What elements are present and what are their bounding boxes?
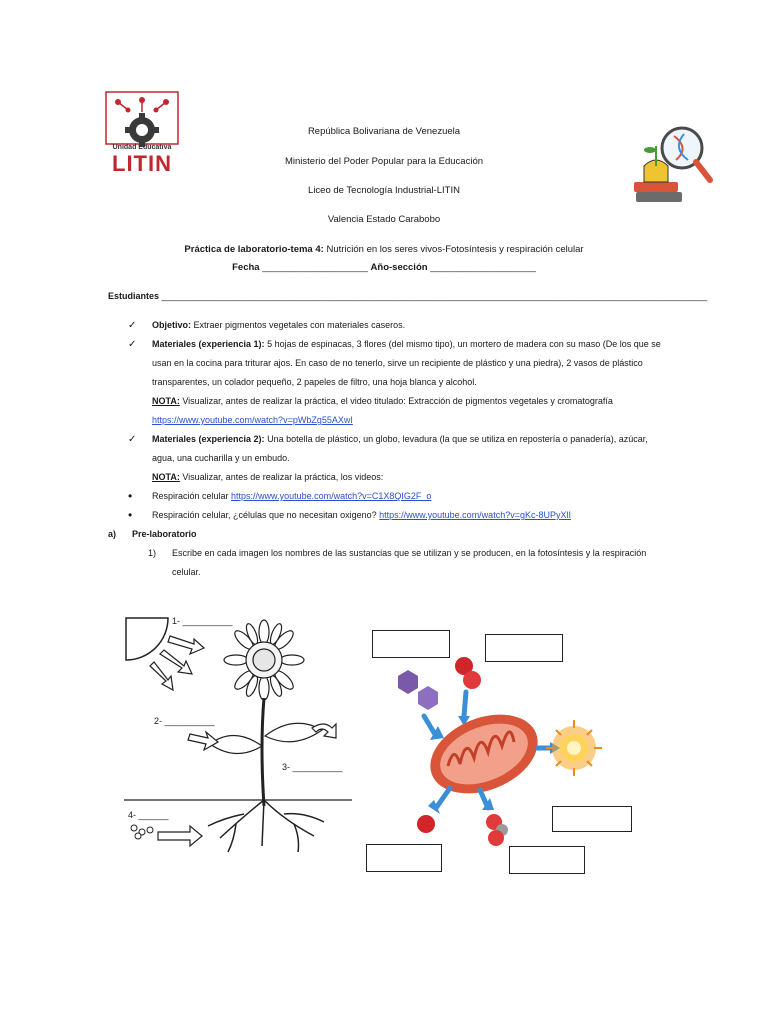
plant-label-3[interactable]: 3- __________ — [282, 762, 343, 772]
video-bullet-1-text: Respiración celular — [152, 491, 232, 501]
mitochondria-icon — [419, 700, 550, 809]
photosynthesis-diagram — [124, 606, 352, 874]
respiration-label-box-4[interactable] — [366, 844, 442, 872]
check-icon: ✓ — [128, 320, 137, 331]
practice-title — [0, 244, 768, 255]
materiales-1-line-3: transparentes, un colador pequeño, 2 papeles de filtro, una hoja blanca y alcohol. — [152, 377, 477, 387]
bullet-icon: • — [128, 508, 133, 522]
nota-1-link-row — [128, 411, 668, 430]
header-line-4: Valencia Estado Carabobo — [327, 214, 441, 225]
fecha-field[interactable]: ____________________ — [259, 262, 371, 273]
question-1-line-1: Escribe en cada imagen los nombres de las sustancias que se utilizan y se producen, en la fotosíntesis y la respiración — [172, 548, 647, 558]
question-1-marker: 1) — [148, 548, 157, 558]
materiales-1-label: Materiales (experiencia 1): — [152, 339, 265, 349]
bullet-icon: • — [128, 489, 133, 503]
nota-2 — [128, 468, 668, 487]
objetivo-label: Objetivo: — [152, 320, 192, 330]
materiales-1-text: 5 hojas de espinacas, 3 flores (del mismo tipo), un mortero de madera con su maso (De los que se — [264, 339, 661, 349]
plant-illustration — [124, 606, 352, 874]
instructions-block — [108, 316, 668, 582]
header-line-1: República Bolivariana de Venezuela — [307, 126, 461, 137]
plant-label-1[interactable]: 1- __________ — [172, 616, 233, 626]
section-a-title: Pre-laboratorio — [132, 529, 197, 539]
plant-label-4[interactable]: 4- ______ — [128, 810, 169, 820]
respiration-label-box-2[interactable] — [485, 634, 563, 662]
nota-2-text: Visualizar, antes de realizar la práctica, los videos: — [179, 472, 384, 482]
plant-label-2[interactable]: 2- __________ — [154, 716, 215, 726]
video-bullet-1 — [128, 487, 668, 506]
respiration-label-box-3[interactable] — [552, 806, 632, 832]
header-line-3: Liceo de Tecnología Industrial-LITIN — [308, 185, 460, 196]
header-line-2: Ministerio del Poder Popular para la Educación — [284, 156, 484, 167]
nota-1-text: Visualizar, antes de realizar la práctica, el video titulado: Extracción de pigmentos vegetales y cromatografía — [179, 396, 613, 406]
nota-1 — [128, 392, 668, 411]
video-bullet-2-text: Respiración celular, ¿células que no necesitan oxigeno? — [152, 510, 380, 520]
video-link-pigmentos[interactable]: https://www.youtube.com/watch?v=pWbZg55AXwI — [152, 415, 353, 425]
question-1-line-2: celular. — [172, 567, 201, 577]
question-1 — [128, 544, 668, 563]
energy-burst-icon — [546, 720, 602, 776]
objetivo-item — [128, 316, 668, 335]
respiration-label-box-5[interactable] — [509, 846, 585, 874]
materiales-2-label: Materiales (experiencia 2): — [152, 434, 265, 444]
materiales-2-item — [128, 430, 668, 449]
logo-subtitle: Unidad Educativa — [112, 144, 172, 151]
video-link-anaerobia[interactable]: https://www.youtube.com/watch?v=gKc-8UPyXlI — [379, 510, 571, 520]
anio-seccion-label: Año-sección — [370, 262, 428, 273]
materiales-2-text: Una botella de plástico, un globo, levadura (la que se utiliza en repostería o panadería), azúcar, — [264, 434, 648, 444]
materiales-1-line-2: usan en la cocina para triturar ajos. En caso de no tenerlo, sirve un recipiente de plástico y una piedra), 2 vasos de plástico — [152, 358, 643, 368]
objetivo-text: Extraer pigmentos vegetales con materiales caseros. — [191, 320, 406, 330]
students-line — [108, 291, 707, 301]
materiales-2-line-2: agua, una cucharilla y un embudo. — [152, 453, 290, 463]
respiration-label-box-1[interactable] — [372, 630, 450, 658]
nota-2-label: NOTA: — [152, 472, 180, 482]
video-link-respiracion[interactable]: https://www.youtube.com/watch?v=C1X8QIG2F_o — [231, 491, 432, 501]
students-label: Estudiantes — [108, 291, 160, 301]
section-a-heading — [108, 525, 668, 544]
materiales-1-item — [128, 335, 668, 354]
check-icon: ✓ — [128, 434, 137, 445]
students-field[interactable]: _____________________________________________________________________________________________________________ — [159, 291, 708, 301]
practice-title-rest: Nutrición en los seres vivos-Fotosíntesis y respiración celular — [323, 244, 584, 255]
fecha-label: Fecha — [232, 262, 260, 273]
logo-title: LITIN — [112, 151, 172, 176]
nota-1-label: NOTA: — [152, 396, 180, 406]
video-bullet-2 — [128, 506, 668, 525]
section-a-marker: a) — [108, 529, 117, 539]
date-section-line — [0, 262, 768, 273]
cellular-respiration-diagram — [364, 624, 636, 874]
anio-seccion-field[interactable]: ____________________ — [427, 262, 536, 273]
practice-title-bold: Práctica de laboratorio-tema 4: — [184, 244, 324, 255]
check-icon: ✓ — [128, 339, 137, 350]
